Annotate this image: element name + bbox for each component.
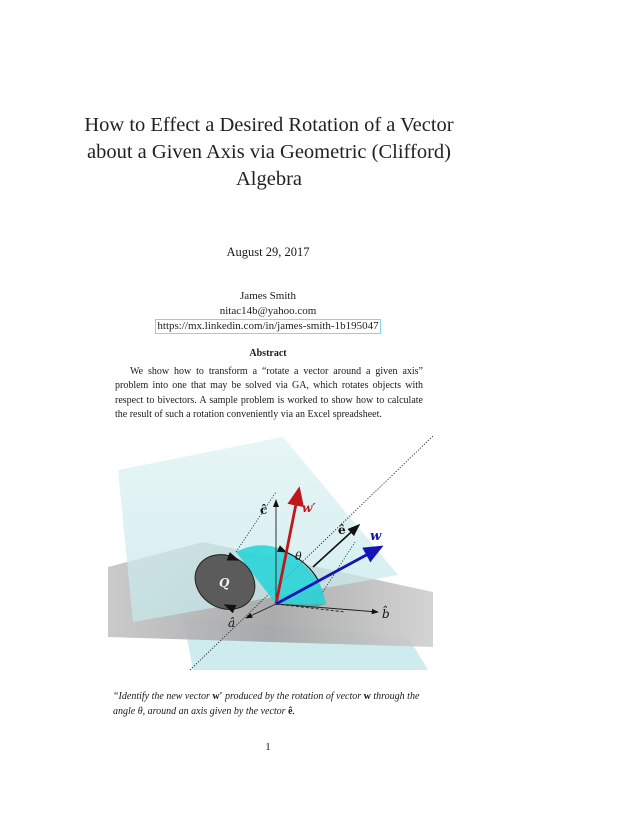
author-name: James Smith — [240, 290, 296, 302]
caption-w-prime: w′ — [212, 691, 223, 702]
author-email: nitac14b@yahoo.com — [219, 305, 317, 317]
title-line-1: How to Effect a Desired Rotation of a Vector — [84, 114, 454, 136]
rotation-figure — [108, 432, 433, 672]
publication-date: August 29, 2017 — [226, 245, 310, 259]
caption-text-4: . — [292, 706, 296, 717]
label-a-hat: â — [228, 616, 236, 630]
author-linkedin-link[interactable]: https://mx.linkedin.com/in/james-smith-1b195047 — [157, 320, 379, 332]
label-w: w — [370, 529, 382, 544]
abstract-text: We show how to transform a “rotate a vector around a given axis” problem into one that may be solved via GA, which rotates objects with respect to bivectors. A sample problem is worked to show how to calculate the result of such a rotation conveniently via an Excel spreadsheet. — [115, 366, 423, 420]
label-c-hat: ĉ — [260, 503, 268, 517]
caption-text-3: through the angle θ, around an axis given by the vector — [113, 691, 420, 717]
label-theta: θ — [295, 550, 302, 563]
figure-caption — [113, 689, 425, 719]
label-w-prime: w′ — [302, 501, 316, 515]
paper-title — [60, 112, 478, 193]
abstract-heading: Abstract — [249, 348, 287, 359]
title-line-3: Algebra — [235, 168, 303, 190]
author-block — [0, 289, 536, 334]
label-Q: Q — [219, 576, 230, 590]
page-number: 1 — [265, 741, 271, 753]
label-e-hat: ê — [338, 523, 346, 537]
title-line-2: about a Given Axis via Geometric (Clifford) — [87, 141, 451, 163]
label-b-hat: b̂ — [382, 607, 390, 621]
abstract-body — [115, 365, 423, 422]
caption-text-1: “Identify the new vector — [113, 691, 213, 702]
caption-w: w — [363, 691, 371, 702]
caption-text-2: produced by the rotation of vector — [222, 691, 364, 702]
caption-e-hat: ê — [288, 706, 293, 717]
